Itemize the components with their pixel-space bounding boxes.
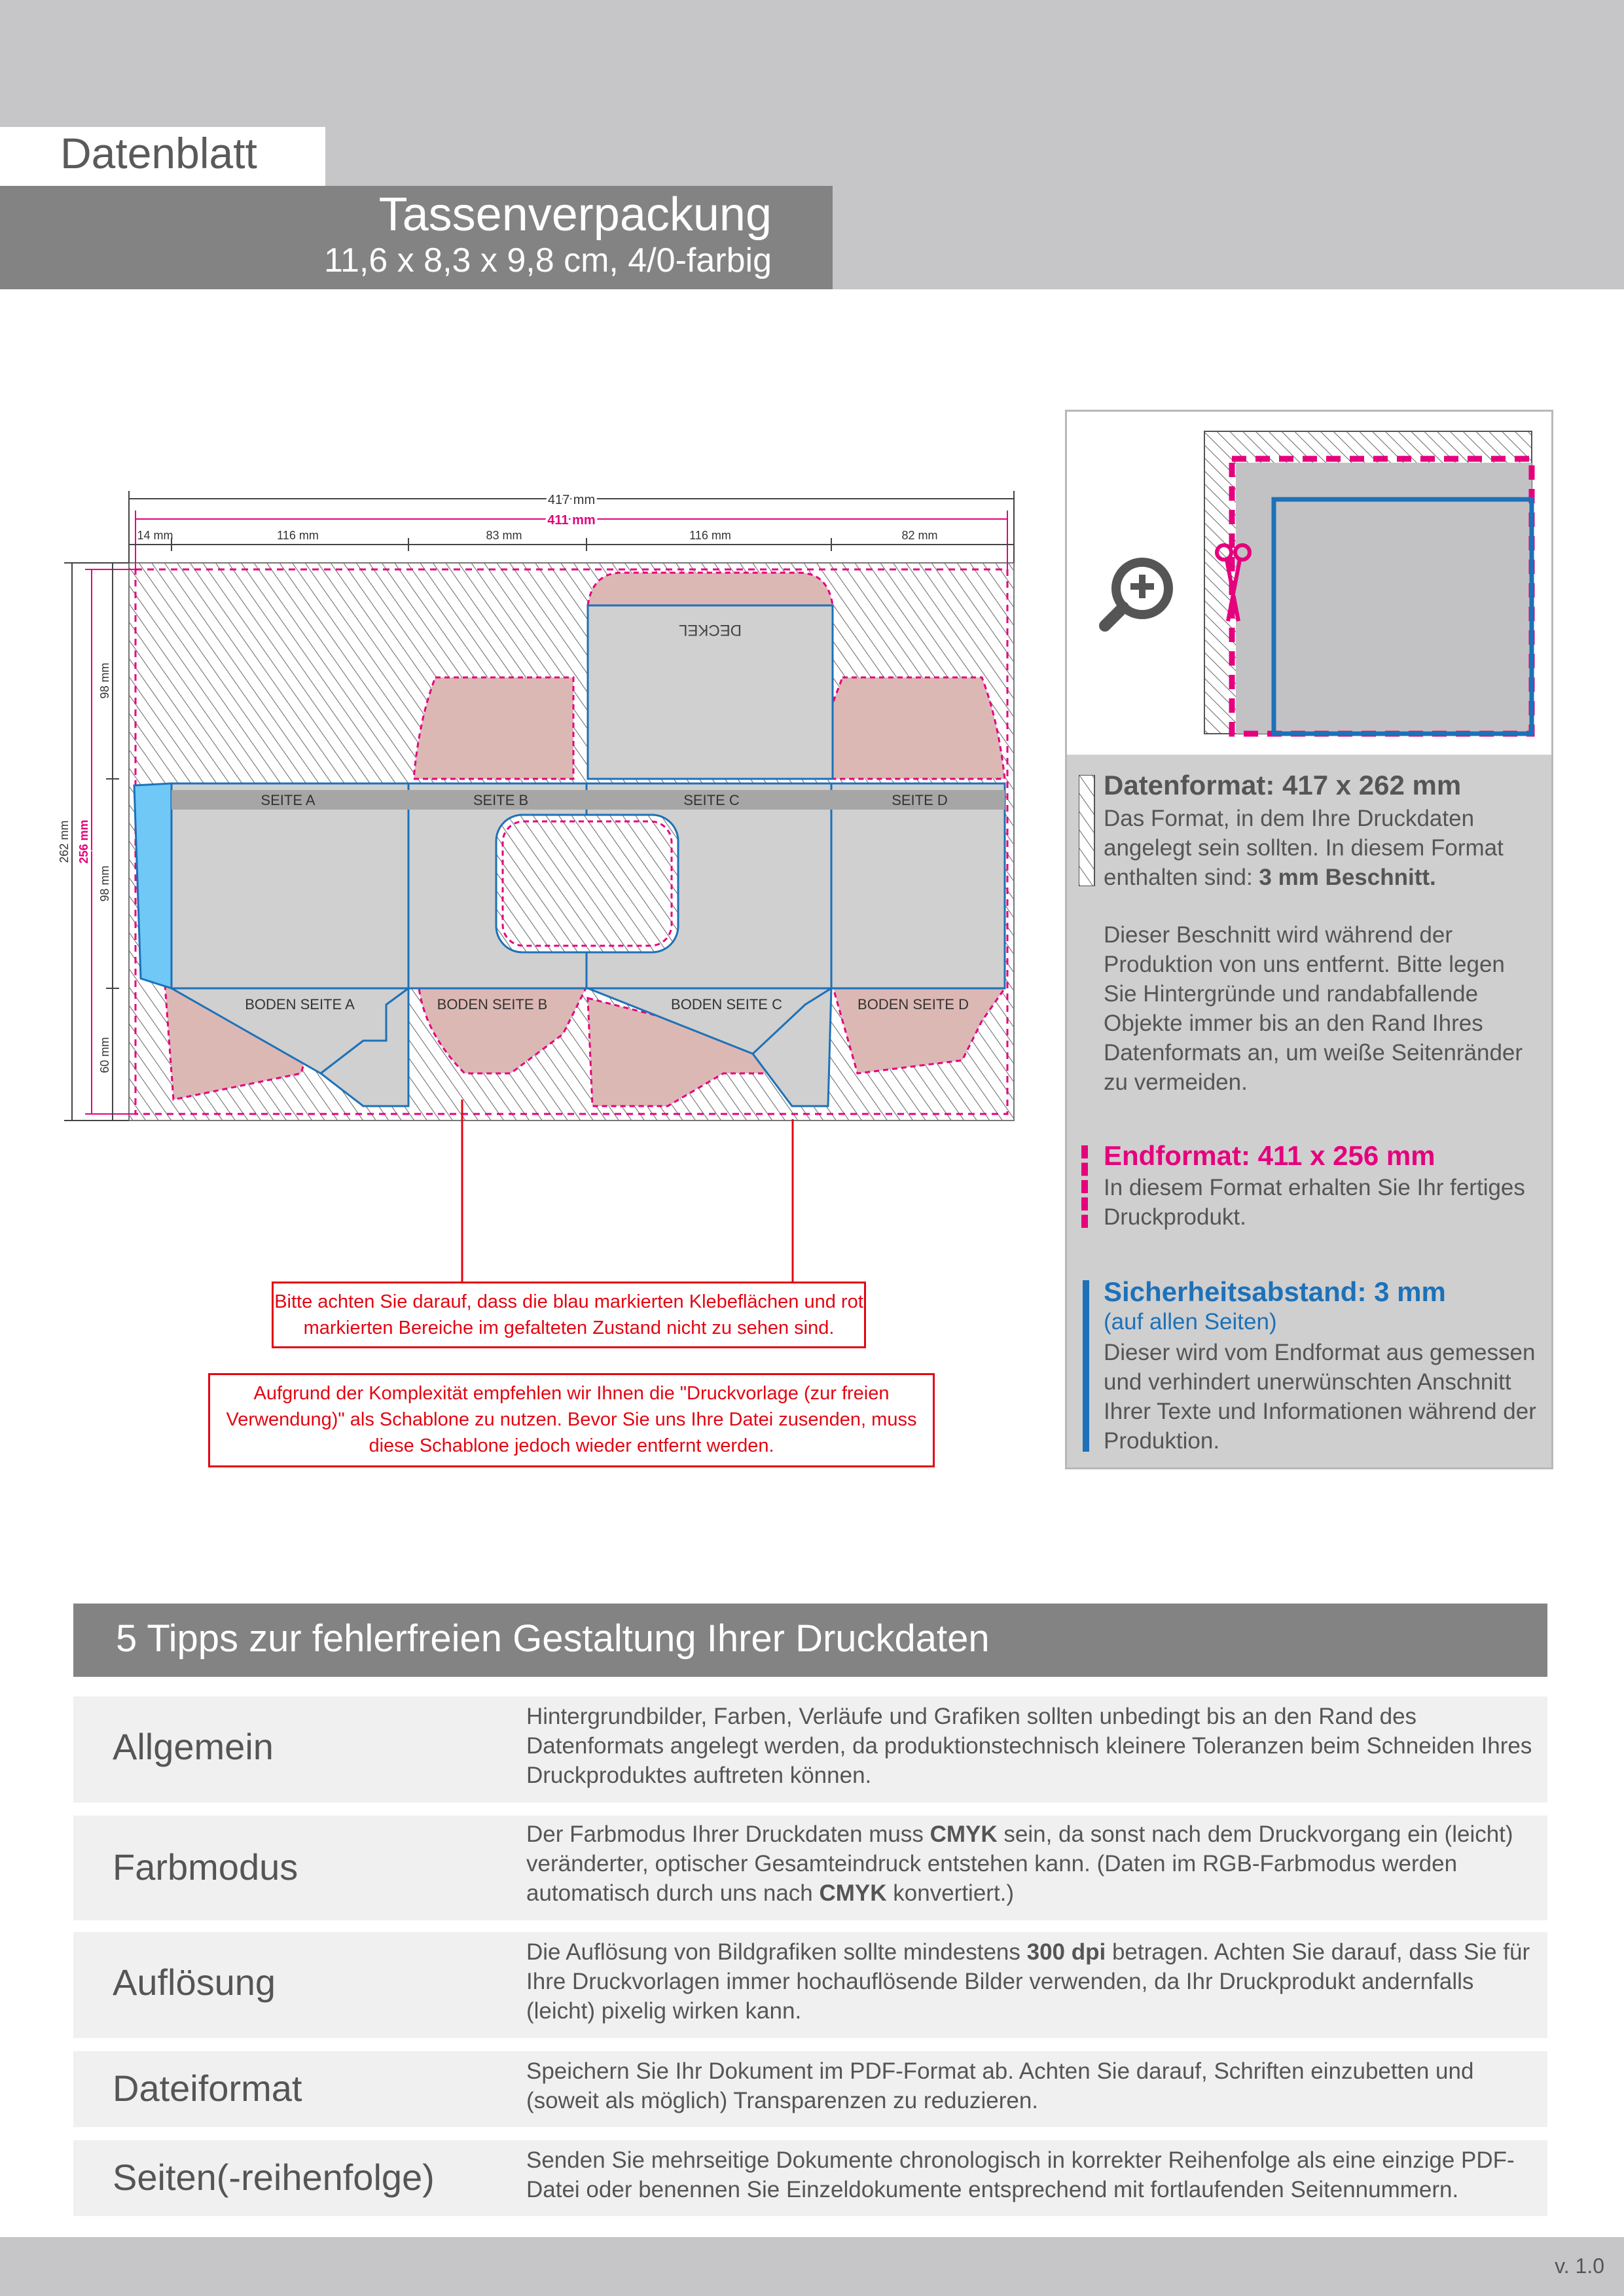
- data-format-heading: Datenformat: 417 x 262 mm: [1104, 770, 1462, 800]
- data-format-text: Das Format, in dem Ihre Druckdaten angelegt sein sollten. In diesem Format enthalten sind: 3 mm Beschnitt.: [1104, 806, 1504, 890]
- magnifier-plus-icon: [1105, 562, 1168, 626]
- tip-text-fileformat: Speichern Sie Ihr Dokument im PDF-Format ab. Achten Sie darauf, Schriften einzubetten und (soweit als möglich) Transparenzen zu reduzieren.: [526, 2058, 1474, 2113]
- tips-title: 5 Tipps zur fehlerfreien Gestaltung Ihrer Druckdaten: [116, 1617, 990, 1660]
- dim-end-height: 256 mm: [77, 819, 90, 864]
- bleed-highlight: 3 mm Beschnitt.: [1259, 865, 1436, 890]
- dim-total-width: 417 mm: [547, 493, 596, 507]
- product-spec: 11,6 x 8,3 x 9,8 cm, 4/0-farbig: [323, 242, 772, 279]
- version-label: v. 1.0: [1555, 2254, 1604, 2278]
- side-label-b: SEITE B: [473, 792, 529, 808]
- dim-col-2: 116 mm: [277, 529, 319, 542]
- notice-glue-areas: Bitte achten Sie darauf, dass die blau markierten Klebeflächen und rot markierten Bereiche im gefalteten Zustand nicht zu sehen sind.: [272, 1282, 866, 1348]
- end-format-heading: Endformat: 411 x 256 mm: [1104, 1140, 1435, 1171]
- tip-label-fileformat: Dateiformat: [113, 2068, 302, 2109]
- tip-label-general: Allgemein: [113, 1726, 274, 1767]
- end-format-text: In diesem Format erhalten Sie Ihr fertiges Druckprodukt.: [1104, 1175, 1525, 1230]
- tip-text-pages: Senden Sie mehrseitige Dokumente chronologisch in korrekter Reihenfolge als eine einzige PDF-Datei oder benennen Sie Einzeldokumente entsprechend mit fortlaufenden Seitennummern.: [526, 2147, 1515, 2202]
- dim-col-3: 83 mm: [486, 529, 522, 542]
- tip-text-colormode: Der Farbmodus Ihrer Druckdaten muss CMYK sein, da sonst nach dem Druckvorgang ein (leicht) veränderter, optischer Gesamteindruck entstehen kann. (Daten im RGB-Farbmodus werden automatisch durch uns nach CMYK konvertiert.): [526, 1821, 1513, 1906]
- glue-area: [134, 783, 171, 988]
- dim-row-3: 60 mm: [98, 1037, 111, 1073]
- dim-col-5: 82 mm: [901, 529, 938, 542]
- window-cutout: [496, 815, 678, 952]
- dim-col-4: 116 mm: [689, 529, 731, 542]
- dim-col-1: 14 mm: [137, 529, 173, 542]
- bottom-label-b: BODEN SEITE B: [437, 996, 548, 1013]
- side-label-a: SEITE A: [261, 792, 316, 808]
- hatch-marker: [1079, 775, 1096, 886]
- bottom-label-c: BODEN SEITE C: [671, 996, 782, 1013]
- dim-total-height: 262 mm: [58, 820, 71, 863]
- safety-marker: [1083, 1280, 1089, 1452]
- dim-row-2: 98 mm: [98, 865, 111, 902]
- side-label-c: SEITE C: [683, 792, 740, 808]
- dieline-diagram: [52, 484, 1034, 1126]
- lid-label: DECKEL: [678, 621, 742, 639]
- zoom-illustration: [1067, 412, 1551, 755]
- tip-label-resolution: Auflösung: [113, 1962, 276, 2003]
- side-label-d: SEITE D: [892, 792, 948, 808]
- safety-text: Dieser wird vom Endformat aus gemessen und verhindert unerwünschten Anschnitt Ihrer Texte und Informationen während der Produktion.: [1104, 1340, 1536, 1454]
- notice-template: Aufgrund der Komplexität empfehlen wir Ihnen die "Druckvorlage (zur freien Verwendung)" als Schablone zu nutzen. Bevor Sie uns Ihre Datei zusenden, muss diese Schablone jedoch wieder entfernt werden.: [208, 1373, 935, 1467]
- tip-label-pages: Seiten(-reihenfolge): [113, 2157, 435, 2198]
- tip-text-general: Hintergrundbilder, Farben, Verläufe und Grafiken sollten unbedingt bis an den Rand des Datenformats angelegt werden, da produktionstechnisch kleinere Toleranzen beim Schneiden Ihres Druckproduktes auftreten können.: [526, 1704, 1532, 1788]
- product-name: Tassenverpackung: [378, 188, 772, 241]
- trim-text: Dieser Beschnitt wird während der Produktion von uns entfernt. Bitte legen Sie Hintergründe und randabfallende Objekte immer bis an den Rand Ihres Datenformats an, um weiße Seitenränder zu vermeiden.: [1104, 922, 1523, 1095]
- dim-end-width: 411 mm: [547, 513, 596, 528]
- safety-subheading: (auf allen Seiten): [1104, 1309, 1277, 1335]
- endformat-marker: [1081, 1145, 1094, 1228]
- document-title: Datenblatt: [60, 129, 257, 177]
- tip-text-resolution: Die Auflösung von Bildgrafiken sollte mindestens 300 dpi betragen. Achten Sie darauf, dass Sie für Ihre Druckvorlagen immer hochauflösende Bilder verwenden, da Ihr Druckprodukt andernfalls (leicht) pixelig wirken kann.: [526, 1939, 1530, 2024]
- footer-band: [0, 2237, 1624, 2296]
- tip-label-colormode: Farbmodus: [113, 1846, 298, 1888]
- bottom-label-a: BODEN SEITE A: [245, 996, 355, 1013]
- safety-heading: Sicherheitsabstand: 3 mm: [1104, 1276, 1446, 1307]
- bottom-label-d: BODEN SEITE D: [857, 996, 969, 1013]
- dim-row-1: 98 mm: [98, 662, 111, 699]
